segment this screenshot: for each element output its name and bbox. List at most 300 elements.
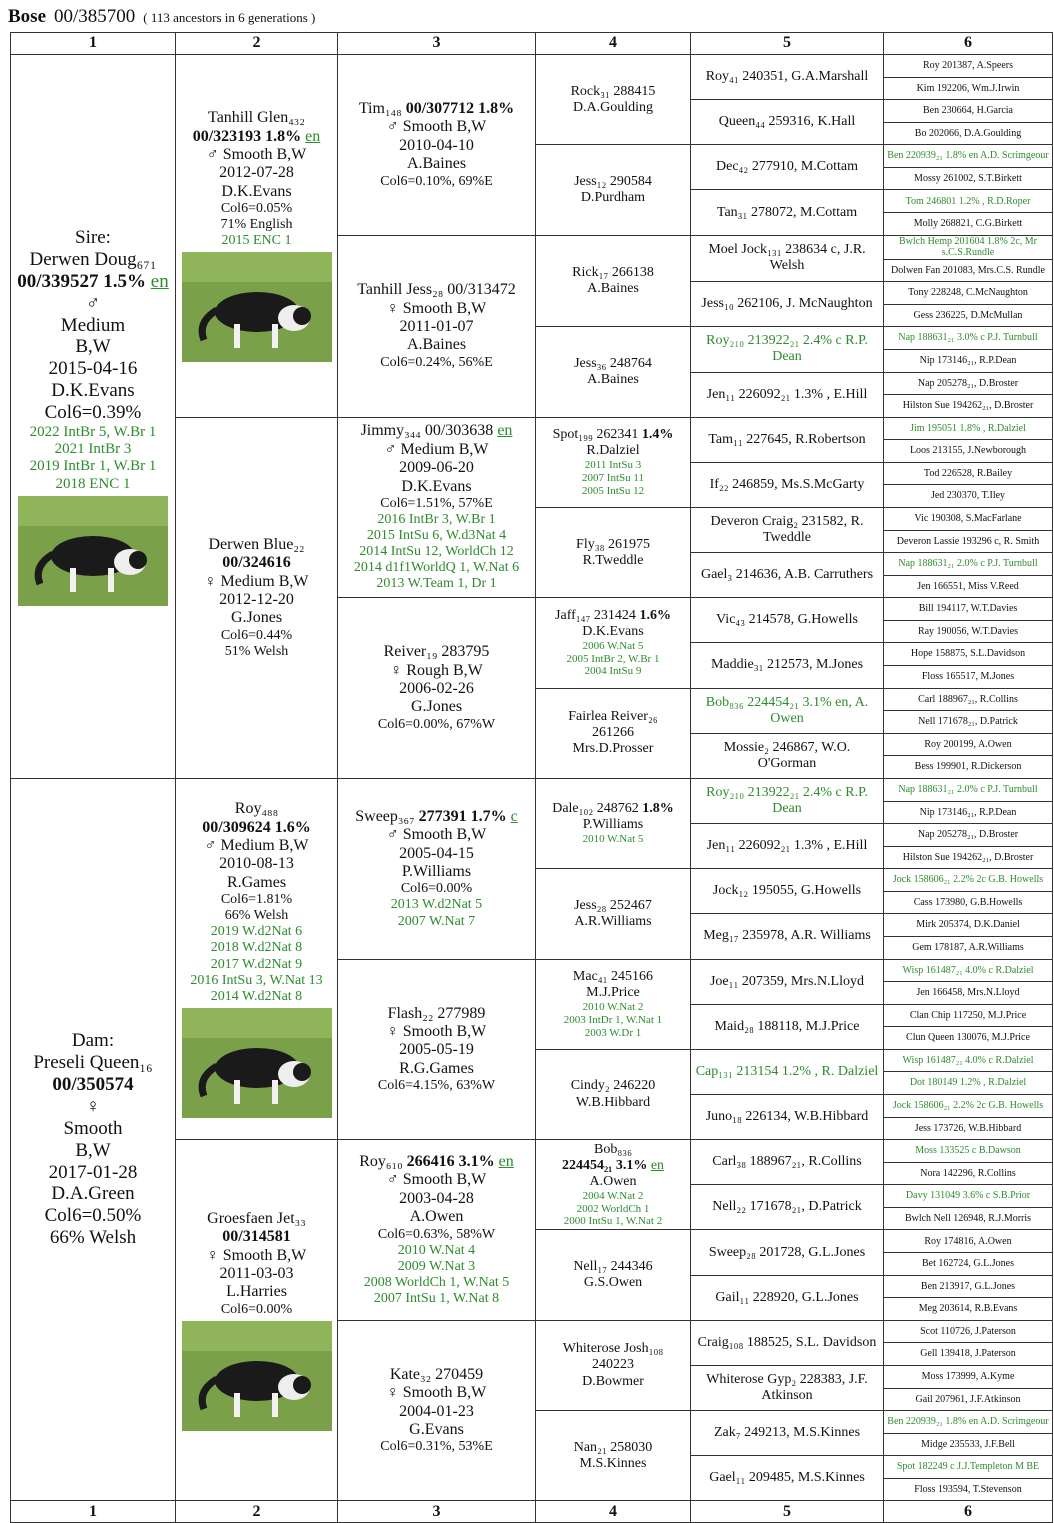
gen4-cell <box>536 417 691 507</box>
gen6-cell: Jock 158606₂₁ 2.2% 2c G.B. Howells <box>884 1095 1053 1118</box>
gen3-cell <box>338 959 536 1140</box>
gen2-pct: 66% Welsh <box>224 908 289 924</box>
dog-photo <box>182 1008 332 1118</box>
gen2-reg: 00/323193 <box>192 127 262 145</box>
gen2-name: Roy₄₈₈ <box>234 800 279 818</box>
gen2-pct: 71% English <box>220 217 293 233</box>
gen3-name: Jimmy₃₄₄ <box>360 422 421 440</box>
gen4-coi: 3.1% <box>615 1157 648 1173</box>
gen3-dob: 2009-06-20 <box>399 459 474 477</box>
gen4-cell <box>536 507 691 597</box>
parent-dob: 2017-01-28 <box>48 1161 138 1183</box>
gen6-cell: Scot 110726, J.Paterson <box>884 1320 1053 1343</box>
gen2-reg-line <box>178 128 335 146</box>
gen4-line1 <box>538 537 688 553</box>
gen3-breeder: A.Baines <box>406 336 467 354</box>
achievement: 2005 IntBr 2, W.Br 1 <box>566 652 660 665</box>
gen6-cell: Nap 188631₂₁ 3.0% c P.J. Turnbull <box>884 327 1053 350</box>
gen4-line1 <box>538 174 688 190</box>
gen4-name: Jaff₁₄₇ 231424 <box>555 607 636 623</box>
gen2-col6: Col6=0.00% <box>220 1301 293 1317</box>
achievement: 2014 d1f1WorldQ 1, W.Nat 6 <box>353 560 520 576</box>
achievement: 2007 W.Nat 7 <box>397 913 476 929</box>
gen6-cell: Hilston Sue 194262₂₁, D.Broster <box>884 395 1053 418</box>
parent-reg-line <box>13 271 173 293</box>
gen5-cell: Jess₁₀ 262106, J. McNaughton <box>691 282 884 327</box>
gen3-dob: 2006-02-26 <box>399 680 474 698</box>
gen4-breeder: M.J.Price <box>586 985 640 1001</box>
gen6-cell: Floss 193594, T.Stevenson <box>884 1478 1053 1501</box>
achievement: 2011 IntSu 3 <box>584 459 642 472</box>
gen4-name: Nell₁₇ 244346 <box>573 1259 653 1275</box>
gen6-cell: Dolwen Fan 201083, Mrs.C.S. Rundle <box>884 259 1053 282</box>
parent-sex: ♂ <box>85 292 101 314</box>
parent-reg-line <box>13 1074 173 1096</box>
gen3-link[interactable]: en <box>498 1152 514 1170</box>
dog-photo <box>182 1321 332 1431</box>
gen6-cell: Gem 178187, A.R.Williams <box>884 936 1053 959</box>
gen3-sex-color: ♂ Smooth B,W <box>386 118 487 136</box>
gen3-breeder: G.Jones <box>410 698 463 716</box>
gen6-cell: Midge 235533, J.F.Bell <box>884 1433 1053 1456</box>
gen5-cell: Queen₄₄ 259316, K.Hall <box>691 100 884 145</box>
column-footer-1: 1 <box>11 1501 176 1523</box>
gen4-name: Cindy₂ 246220 <box>570 1078 656 1094</box>
achievement: 2021 IntBr 3 <box>54 441 132 457</box>
gen6-cell: Jess 173726, W.B.Hibbard <box>884 1117 1053 1140</box>
gen5-cell: Tan₃₁ 278072, M.Cottam <box>691 190 884 235</box>
parent-link[interactable]: en <box>150 270 169 292</box>
gen3-name-line <box>340 1005 533 1023</box>
gen3-reg: 00/313472 <box>447 281 516 299</box>
gen5-cell: Juno₁₈ 226134, W.B.Hibbard <box>691 1095 884 1140</box>
gen2-name: Tanhill Glen₄₃₂ <box>208 109 305 127</box>
gen3-sex-color: ♀ Smooth B,W <box>386 299 487 317</box>
parent-col6: Col6=0.39% <box>44 401 142 423</box>
gen4-line1 <box>538 356 688 372</box>
achievement: 2009 W.Nat 3 <box>397 1258 476 1274</box>
gen6-cell: Deveron Lassie 193296 c, R. Smith <box>884 530 1053 553</box>
gen2-reg-line <box>178 1228 335 1246</box>
parent-name: Preseli Queen₁₆ <box>33 1052 153 1074</box>
gen3-sex-color: ♀ Rough B,W <box>390 661 483 679</box>
gen2-reg: 00/314581 <box>222 1228 291 1246</box>
pedigree-row <box>11 778 1053 801</box>
gen4-breeder: D.Purdham <box>580 189 646 205</box>
gen3-name: Reiver₁₉ <box>383 643 438 661</box>
gen6-cell: Nap 188631₂₁ 2.0% c P.J. Turnbull <box>884 553 1053 576</box>
gen4-line1 <box>538 969 688 985</box>
gen2-pct: 51% Welsh <box>224 643 289 659</box>
gen3-dob: 2004-01-23 <box>399 1402 474 1420</box>
gen4-line1 <box>538 427 688 443</box>
gen4-cell <box>536 327 691 417</box>
gen3-name: Tim₁₄₈ <box>358 99 402 117</box>
achievement: 2004 IntSu 9 <box>584 665 642 678</box>
parent-label: Dam: <box>71 1030 115 1052</box>
gen5-cell: Deveron Craig₂ 231582, R. Tweddle <box>691 507 884 552</box>
gen4-line2 <box>538 725 688 741</box>
dog-photo <box>18 496 168 606</box>
gen4-line1 <box>538 801 688 817</box>
gen2-breeder: G.Jones <box>230 609 283 627</box>
pedigree-header <box>8 6 315 30</box>
gen6-cell: Jock 158606₂₁ 2.2% 2c G.B. Howells <box>884 869 1053 892</box>
gen3-cell <box>338 55 536 236</box>
parent-size: Medium <box>60 314 126 336</box>
achievement: 2007 IntSu 1, W.Nat 8 <box>373 1290 500 1306</box>
gen2-coi: 1.8% <box>265 127 302 145</box>
gen5-cell: Roy₂₁₀ 213922₂₁ 2.4% c R.P. Dean <box>691 327 884 372</box>
gen3-coi: 1.8% <box>478 99 515 117</box>
gen4-name: Dale₁₀₂ 248762 <box>552 801 639 817</box>
gen5-cell: Moel Jock₁₃₁ 238634 c, J.R. Welsh <box>691 235 884 282</box>
gen2-dob: 2012-12-20 <box>219 590 294 608</box>
gen3-name: Flash₂₂ <box>387 1004 434 1022</box>
gen6-cell: Nora 142296, R.Collins <box>884 1162 1053 1185</box>
column-footer-2: 2 <box>176 1501 338 1523</box>
column-header-5: 5 <box>691 33 884 55</box>
gen5-cell: Sweep₂₈ 201728, G.L.Jones <box>691 1230 884 1275</box>
achievement: 2016 IntBr 3, W.Br 1 <box>377 512 496 528</box>
gen3-col6: Col6=4.15%, 63%W <box>377 1078 496 1094</box>
gen6-cell: Gail 207961, J.F.Atkinson <box>884 1388 1053 1411</box>
gen6-cell: Mossy 261002, S.T.Birkett <box>884 167 1053 190</box>
achievement: 2003 W.Dr 1 <box>584 1026 642 1039</box>
gen5-cell: Gael₁₁ 209485, M.S.Kinnes <box>691 1456 884 1501</box>
gen6-cell: Ben 220939₂₁ 1.8% en A.D. Scrimgeour <box>884 1411 1053 1434</box>
gen3-name-line <box>340 1366 533 1384</box>
dog-name: Bose <box>8 6 46 27</box>
gen4-line1 <box>538 1440 688 1456</box>
gen3-name-line <box>340 643 533 661</box>
gen3-reg: 00/303638 <box>424 422 494 440</box>
gen3-coi: 3.1% <box>458 1152 495 1170</box>
gen6-cell: Nip 173146₂₁, R.P.Dean <box>884 801 1053 824</box>
gen4-cell <box>536 1320 691 1410</box>
gen3-breeder: D.K.Evans <box>401 477 472 495</box>
gen5-cell: Craig₁₀₈ 188525, S.L. Davidson <box>691 1320 884 1365</box>
gen6-cell: Clun Queen 130076, M.J.Price <box>884 1027 1053 1050</box>
gen4-name: Spot₁₉₉ 262341 <box>552 427 639 443</box>
gen6-cell: Jen 166458, Mrs.N.Lloyd <box>884 982 1053 1005</box>
gen4-coi: 1.6% <box>639 607 671 623</box>
column-header-1: 1 <box>11 33 176 55</box>
gen4-cell <box>536 1411 691 1501</box>
gen3-col6: Col6=1.51%, 57%E <box>380 495 493 511</box>
gen4-breeder: M.S.Kinnes <box>579 1455 647 1471</box>
gen4-breeder: A.R.Williams <box>574 913 652 929</box>
gen6-cell: Jed 230370, T.Iley <box>884 485 1053 508</box>
gen3-name-line <box>340 1153 533 1171</box>
column-header-2: 2 <box>176 33 338 55</box>
parent-color: B,W <box>75 1139 111 1161</box>
gen4-cell <box>536 145 691 235</box>
gen4-coi: 1.8% <box>642 801 674 817</box>
gen3-breeder: G.Evans <box>409 1420 464 1438</box>
gen2-dob: 2011-03-03 <box>219 1264 294 1282</box>
gen6-cell: Davy 131049 3.6% c S.B.Prior <box>884 1185 1053 1208</box>
parent-sex: ♀ <box>85 1095 101 1117</box>
gen4-cell <box>536 688 691 778</box>
gen6-cell: Wisp 161487₂₁ 4.0% c R.Dalziel <box>884 959 1053 982</box>
gen2-breeder: L.Harries <box>226 1283 287 1301</box>
gen5-cell: Bob₈₃₆ 224454₂₁ 3.1% en, A. Owen <box>691 688 884 733</box>
gen3-reg: 00/307712 <box>405 99 475 117</box>
gen5-cell: Maid₂₈ 188118, M.J.Price <box>691 1004 884 1049</box>
gen2-sex-color: ♂ Smooth B,W <box>206 146 307 163</box>
achievement: 2018 W.d2Nat 8 <box>210 940 303 956</box>
gen3-col6: Col6=0.31%, 53%E <box>380 1439 493 1455</box>
gen4-cell <box>536 959 691 1049</box>
parent-size: Smooth <box>63 1117 123 1139</box>
gen2-link[interactable]: en <box>305 127 321 145</box>
gen5-cell: Jen₁₁ 226092₂₁ 1.3% , E.Hill <box>691 372 884 417</box>
gen4-breeder: R.Dalziel <box>586 443 640 459</box>
gen3-name: Tanhill Jess₂₈ <box>357 281 444 299</box>
gen6-cell: Nap 205278₂₁, D.Broster <box>884 372 1053 395</box>
gen3-cell <box>338 1140 536 1321</box>
gen3-breeder: R.G.Games <box>399 1059 474 1077</box>
gen2-cell <box>176 1140 338 1501</box>
parent-reg: 00/339527 <box>17 270 99 292</box>
gen6-cell: Tony 228248, C.McNaughton <box>884 282 1053 305</box>
gen3-col6: Col6=0.00%, 67%W <box>377 716 496 732</box>
gen4-line1 <box>538 608 688 624</box>
gen5-cell: Cap₁₃₁ 213154 1.2% , R. Dalziel <box>691 1049 884 1094</box>
gen4-line1 <box>538 84 688 100</box>
gen4-name: Jess₁₂ 290584 <box>574 173 652 189</box>
gen2-dob: 2010-08-13 <box>219 855 294 873</box>
gen2-col6: Col6=0.44% <box>220 627 293 643</box>
achievement: 2018 ENC 1 <box>55 475 131 492</box>
gen6-cell: Nip 173146₂₁, R.P.Dean <box>884 349 1053 372</box>
gen6-cell: Ben 213917, G.L.Jones <box>884 1275 1053 1298</box>
gen6-cell: Moss 173999, A.Kyme <box>884 1365 1053 1388</box>
gen3-dob: 2010-04-10 <box>399 136 474 154</box>
dog-registration: 00/385700 <box>54 6 136 27</box>
gen6-cell: Bess 199901, R.Dickerson <box>884 756 1053 779</box>
gen6-cell: Roy 174816, A.Owen <box>884 1230 1053 1253</box>
gen6-cell: Nap 205278₂₁, D.Broster <box>884 824 1053 847</box>
achievement: 2007 IntSu 11 <box>582 472 644 485</box>
gen6-cell: Dot 180149 1.2% , R.Dalziel <box>884 1072 1053 1095</box>
achievement: 2013 W.Team 1, Dr 1 <box>376 576 497 592</box>
gen5-cell: Carl₃₈ 188967₂₁, R.Collins <box>691 1140 884 1185</box>
parent-pct: 66% Welsh <box>49 1227 137 1249</box>
gen5-cell: Zak₇ 249213, M.S.Kinnes <box>691 1411 884 1456</box>
gen5-cell: Whiterose Gyp₂ 228383, J.F. Atkinson <box>691 1365 884 1410</box>
gen6-cell: Jen 166551, Miss V.Reed <box>884 575 1053 598</box>
gen4-cell <box>536 55 691 145</box>
parent-reg: 00/350574 <box>52 1074 134 1096</box>
gen3-sex-color: ♂ Smooth B,W <box>386 826 487 844</box>
gen4-breeder: D.Bowmer <box>582 1373 644 1389</box>
gen4-cell <box>536 778 691 868</box>
gen2-reg-line <box>178 554 335 572</box>
gen5-cell: Meg₁₇ 235978, A.R. Williams <box>691 914 884 959</box>
achievement: 2008 WorldCh 1, W.Nat 5 <box>363 1274 510 1290</box>
gen2-sex-color: ♀ Smooth B,W <box>206 1246 307 1264</box>
gen3-cell <box>338 598 536 779</box>
column-footer-6: 6 <box>884 1501 1053 1523</box>
gen4-name: Fly₃₈ 261975 <box>576 536 650 552</box>
gen4-cell <box>536 1140 691 1230</box>
gen4-line1 <box>538 1142 688 1158</box>
gen4-breeder: W.B.Hibbard <box>575 1094 651 1110</box>
gen4-breeder: G.S.Owen <box>583 1275 643 1291</box>
gen5-cell: If₂₂ 246859, Ms.S.McGarty <box>691 462 884 507</box>
gen3-link[interactable]: en <box>497 422 513 440</box>
parent-breeder: D.K.Evans <box>51 380 135 402</box>
gen5-cell: Mossie₂ 246867, W.O. O'Gorman <box>691 733 884 778</box>
sire-cell <box>11 55 176 779</box>
gen3-name-line <box>340 281 533 299</box>
gen3-dob: 2005-05-19 <box>399 1041 474 1059</box>
gen5-cell: Roy₂₁₀ 213922₂₁ 2.4% c R.P. Dean <box>691 778 884 823</box>
achievement: 2015 IntSu 6, W.d3Nat 4 <box>366 528 507 544</box>
column-footer-row <box>11 1501 1053 1523</box>
gen2-cell <box>176 417 338 778</box>
gen5-cell: Gail₁₁ 228920, G.L.Jones <box>691 1275 884 1320</box>
gen3-name-line <box>340 808 533 826</box>
parent-color: B,W <box>75 336 111 358</box>
gen2-col6: Col6=1.81% <box>220 892 293 908</box>
gen4-breeder: D.A.Goulding <box>572 99 654 115</box>
achievement: 2022 IntBr 5, W.Br 1 <box>29 423 157 440</box>
gen4-link[interactable]: en <box>650 1157 665 1173</box>
gen3-dob: 2003-04-28 <box>399 1189 474 1207</box>
gen4-name: Jess₂₈ 252467 <box>574 897 652 913</box>
gen6-cell: Meg 203614, R.B.Evans <box>884 1298 1053 1321</box>
gen2-cell <box>176 778 338 1139</box>
gen6-cell: Nell 171678₂₁, D.Patrick <box>884 711 1053 734</box>
parent-dob: 2015-04-16 <box>48 358 138 380</box>
gen3-col6: Col6=0.00% <box>400 881 473 897</box>
dam-cell <box>11 778 176 1501</box>
gen6-cell: Moss 133525 c B.Dawson <box>884 1140 1053 1163</box>
gen4-cell <box>536 1230 691 1320</box>
gen2-reg: 00/309624 <box>202 818 271 836</box>
gen4-line1 <box>538 1078 688 1094</box>
gen6-cell: Bwlch Hemp 201604 1.8% 2c, Mr s.C.S.Rundle <box>884 235 1053 259</box>
gen2-coi: 1.6% <box>274 818 311 836</box>
gen3-name-line <box>340 422 533 440</box>
column-header-6: 6 <box>884 33 1053 55</box>
gen2-name: Derwen Blue₂₂ <box>208 535 305 553</box>
parent-coi: 1.5% <box>103 270 147 292</box>
parent-breeder: D.A.Green <box>51 1183 135 1205</box>
achievement: 2014 W.d2Nat 8 <box>210 988 303 1004</box>
dog-photo <box>182 252 332 362</box>
gen6-cell: Ben 230664, H.Garcia <box>884 100 1053 123</box>
gen3-name-line <box>340 100 533 118</box>
gen5-cell: Jock₁₂ 195055, G.Howells <box>691 869 884 914</box>
gen6-cell: Jim 195051 1.8% , R.Dalziel <box>884 417 1053 440</box>
gen6-cell: Mirk 205374, D.K.Daniel <box>884 914 1053 937</box>
gen3-col6: Col6=0.10%, 69%E <box>380 173 493 189</box>
gen4-name: Whiterose Josh₁₀₈ <box>562 1341 664 1357</box>
gen3-name: Kate₃₂ <box>389 1365 432 1383</box>
achievement: 2000 IntSu 1, W.Nat 2 <box>563 1215 663 1228</box>
column-footer-3: 3 <box>338 1501 536 1523</box>
gen3-reg: 266416 <box>406 1152 455 1170</box>
gen5-cell: Maddie₃₁ 212573, M.Jones <box>691 643 884 688</box>
achievement: 2005 IntSu 12 <box>581 484 645 497</box>
gen6-cell: Bill 194117, W.T.Davies <box>884 598 1053 621</box>
gen3-cell <box>338 417 536 598</box>
gen3-name: Roy₆₁₀ <box>359 1152 403 1170</box>
achievement: 2017 W.d2Nat 9 <box>210 956 303 972</box>
gen4-breeder: A.Baines <box>587 280 639 296</box>
gen3-col6: Col6=0.63%, 58%W <box>377 1226 496 1242</box>
gen4-line1 <box>538 709 688 725</box>
gen6-cell: Clan Chip 117250, M.J.Price <box>884 1004 1053 1027</box>
gen6-cell: Vic 190308, S.MacFarlane <box>884 507 1053 530</box>
achievement: 2013 W.d2Nat 5 <box>390 897 483 913</box>
achievement: 2010 W.Nat 4 <box>397 1242 476 1258</box>
gen3-sex-color: ♂ Smooth B,W <box>386 1171 487 1189</box>
gen4-cell <box>536 598 691 688</box>
gen4-name: Rock₃₁ 288415 <box>570 83 656 99</box>
gen6-cell: Tod 226528, R.Bailey <box>884 462 1053 485</box>
ancestors-info: ( 113 ancestors in 6 generations ) <box>143 10 316 25</box>
gen6-cell: Nap 188631₂₁ 2.0% c P.J. Turnbull <box>884 778 1053 801</box>
gen5-cell: Vic₄₃ 214578, G.Howells <box>691 598 884 643</box>
gen3-col6: Col6=0.24%, 56%E <box>380 354 493 370</box>
gen3-dob: 2011-01-07 <box>399 318 474 336</box>
gen4-breeder: Mrs.D.Prosser <box>572 741 654 757</box>
gen6-cell: Gess 236225, D.McMullan <box>884 304 1053 327</box>
gen3-reg: 277989 <box>437 1004 486 1022</box>
achievement: 2003 IntDr 1, W.Nat 1 <box>563 1013 663 1026</box>
gen5-cell: Dec₄₂ 277910, M.Cottam <box>691 145 884 190</box>
gen3-sex-color: ♂ Medium B,W <box>384 440 489 458</box>
achievement: 2010 W.Nat 2 <box>582 1001 644 1014</box>
gen2-sex-color: ♀ Medium B,W <box>204 572 309 590</box>
achievement: 2019 IntBr 1, W.Br 1 <box>29 458 157 475</box>
gen4-reg: 240223 <box>592 1357 634 1373</box>
gen5-cell: Nell₂₂ 171678₂₁, D.Patrick <box>691 1185 884 1230</box>
gen4-name: Nan₂₁ 258030 <box>573 1439 653 1455</box>
gen5-cell: Jen₁₁ 226092₂₁ 1.3% , E.Hill <box>691 824 884 869</box>
gen2-sex-color: ♂ Medium B,W <box>204 837 309 855</box>
gen4-coi: 1.4% <box>641 427 674 443</box>
achievement: 2002 WorldCh 1 <box>576 1202 650 1215</box>
gen6-cell: Carl 188967₂₁, R.Collins <box>884 688 1053 711</box>
gen3-breeder: A.Owen <box>409 1208 464 1226</box>
achievement: 2019 W.d2Nat 6 <box>210 924 303 940</box>
gen6-cell: Hilston Sue 194262₂₁, D.Broster <box>884 846 1053 869</box>
column-header-row <box>11 33 1053 55</box>
gen4-breeder: A.Owen <box>589 1173 637 1189</box>
gen3-link[interactable]: c <box>510 807 518 825</box>
gen3-reg: 277391 <box>418 807 467 825</box>
gen4-reg: 261266 <box>592 725 634 741</box>
parent-col6: Col6=0.50% <box>44 1205 142 1227</box>
gen3-coi: 1.7% <box>470 807 507 825</box>
gen5-cell: Tam₁₁ 227645, R.Robertson <box>691 417 884 462</box>
achievement: 2014 IntSu 12, WorldCh 12 <box>359 544 514 560</box>
parent-label: Sire: <box>75 227 111 249</box>
gen6-cell: Ray 190056, W.T.Davies <box>884 620 1053 643</box>
gen3-reg: 283795 <box>441 643 490 661</box>
column-header-3: 3 <box>338 33 536 55</box>
column-header-4: 4 <box>536 33 691 55</box>
gen6-cell: Roy 201387, A.Speers <box>884 55 1053 78</box>
achievement: 2015 ENC 1 <box>221 233 292 249</box>
gen4-line1 <box>538 1341 688 1357</box>
